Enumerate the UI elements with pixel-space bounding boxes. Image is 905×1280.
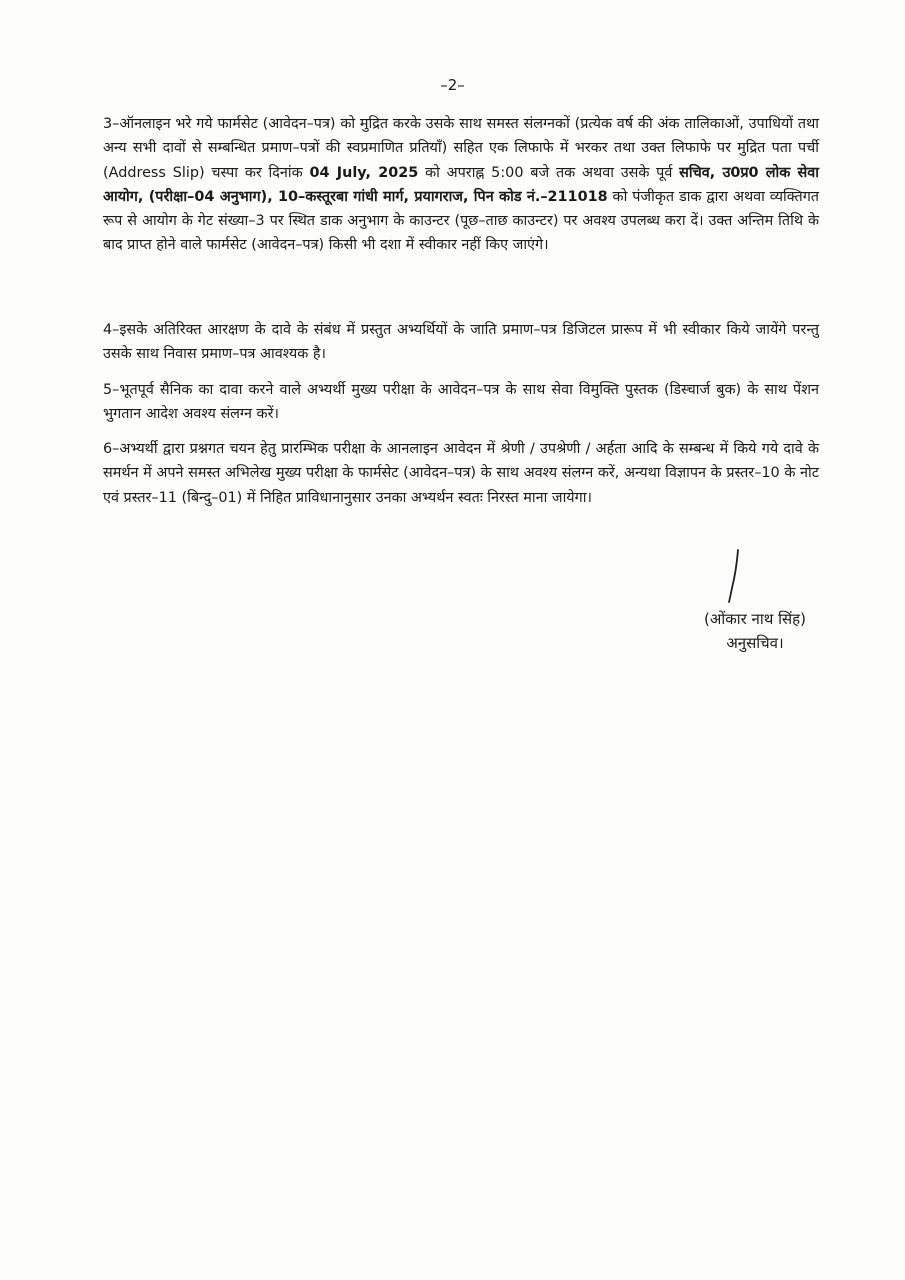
signatory-name: (ओंकार नाथ सिंह)	[704, 610, 806, 628]
paragraph-3	[103, 112, 819, 258]
paragraph-6: 6–अभ्यर्थी द्वारा प्रश्नगत चयन हेतु प्रारम्भिक परीक्षा के आनलाइन आवेदन में श्रेणी / उपश्रेणी / अर्हता आदि के सम्बन्ध में किये गये दावे के समर्थन में अपने समस्त अभिलेख मुख्य परीक्षा के फार्मसेट (आवेदन–पत्र) के साथ अवश्य संलग्न करें, अन्यथा विज्ञापन के प्रस्तर–10 के नोट एवं प्रस्तर–11 (बिन्दु–01) में निहित प्राविधानानुसार उनका अभ्यर्थन स्वतः निरस्त माना जायेगा।	[103, 441, 819, 506]
signature-mark	[718, 548, 748, 604]
paragraph-5: 5–भूतपूर्व सैनिक का दावा करने वाले अभ्यर्थी मुख्य परीक्षा के आवेदन–पत्र के साथ सेवा विमुक्ति पुस्तक (डिस्चार्ज बुक) के साथ पेंशन भुगतान आदेश अवश्य संलग्न करें।	[103, 382, 819, 423]
paragraph-4: 4–इसके अतिरिक्त आरक्षण के दावे के संबंध में प्रस्तुत अभ्यर्थियों के जाति प्रमाण–पत्र डिजिटल प्रारूप में भी स्वीकार किये जायेंगे परन्तु उसके साथ निवास प्रमाण–पत्र आवश्यक है।	[103, 322, 819, 363]
commission-address: सचिव, उ0प्र0 लोक सेवा आयोग, (परीक्षा–04 अनुभाग), 10–कस्तूरबा गांधी मार्ग, प्रयागराज, पिन कोड नं.–211018	[103, 164, 819, 205]
submission-deadline-date: 04 July, 2025	[309, 164, 419, 181]
signatory-designation: अनुसचिव।	[726, 634, 784, 652]
paragraph-3-text-3: को पंजीकृत डाक द्वारा अथवा व्यक्तिगत रूप से आयोग के गेट संख्या–3 पर स्थित डाक अनुभाग के काउन्टर (पूछ–ताछ काउन्टर) पर अवश्य उपलब्ध करा दें। उक्त अन्तिम तिथि के बाद प्राप्त होने वाले फार्मसेट (आवेदन–पत्र) किसी भी दशा में स्वीकार नहीं किए जाएंगे।	[103, 188, 820, 254]
paragraph-3-text-1: 3–ऑनलाइन भरे गये फार्मसेट (आवेदन–पत्र) को मुद्रित करके उसके साथ समस्त संलग्नकों (प्रत्येक वर्ष की अंक तालिकाओं, उपाधियों तथा अन्य सभी दावों से सम्बन्धित प्रमाण–पत्रों की स्वप्रमाणित प्रतियाँ) सहित एक लिफाफे में भरकर तथा उक्त लिफाफे पर मुद्रित पता पर्ची (Address Slip) चस्पा कर दिनांक	[103, 116, 819, 181]
page-number: –2–	[440, 76, 465, 94]
paragraph-3-text-2: को अपराह्न 5:00 बजे तक अथवा उसके पूर्व	[418, 164, 680, 181]
